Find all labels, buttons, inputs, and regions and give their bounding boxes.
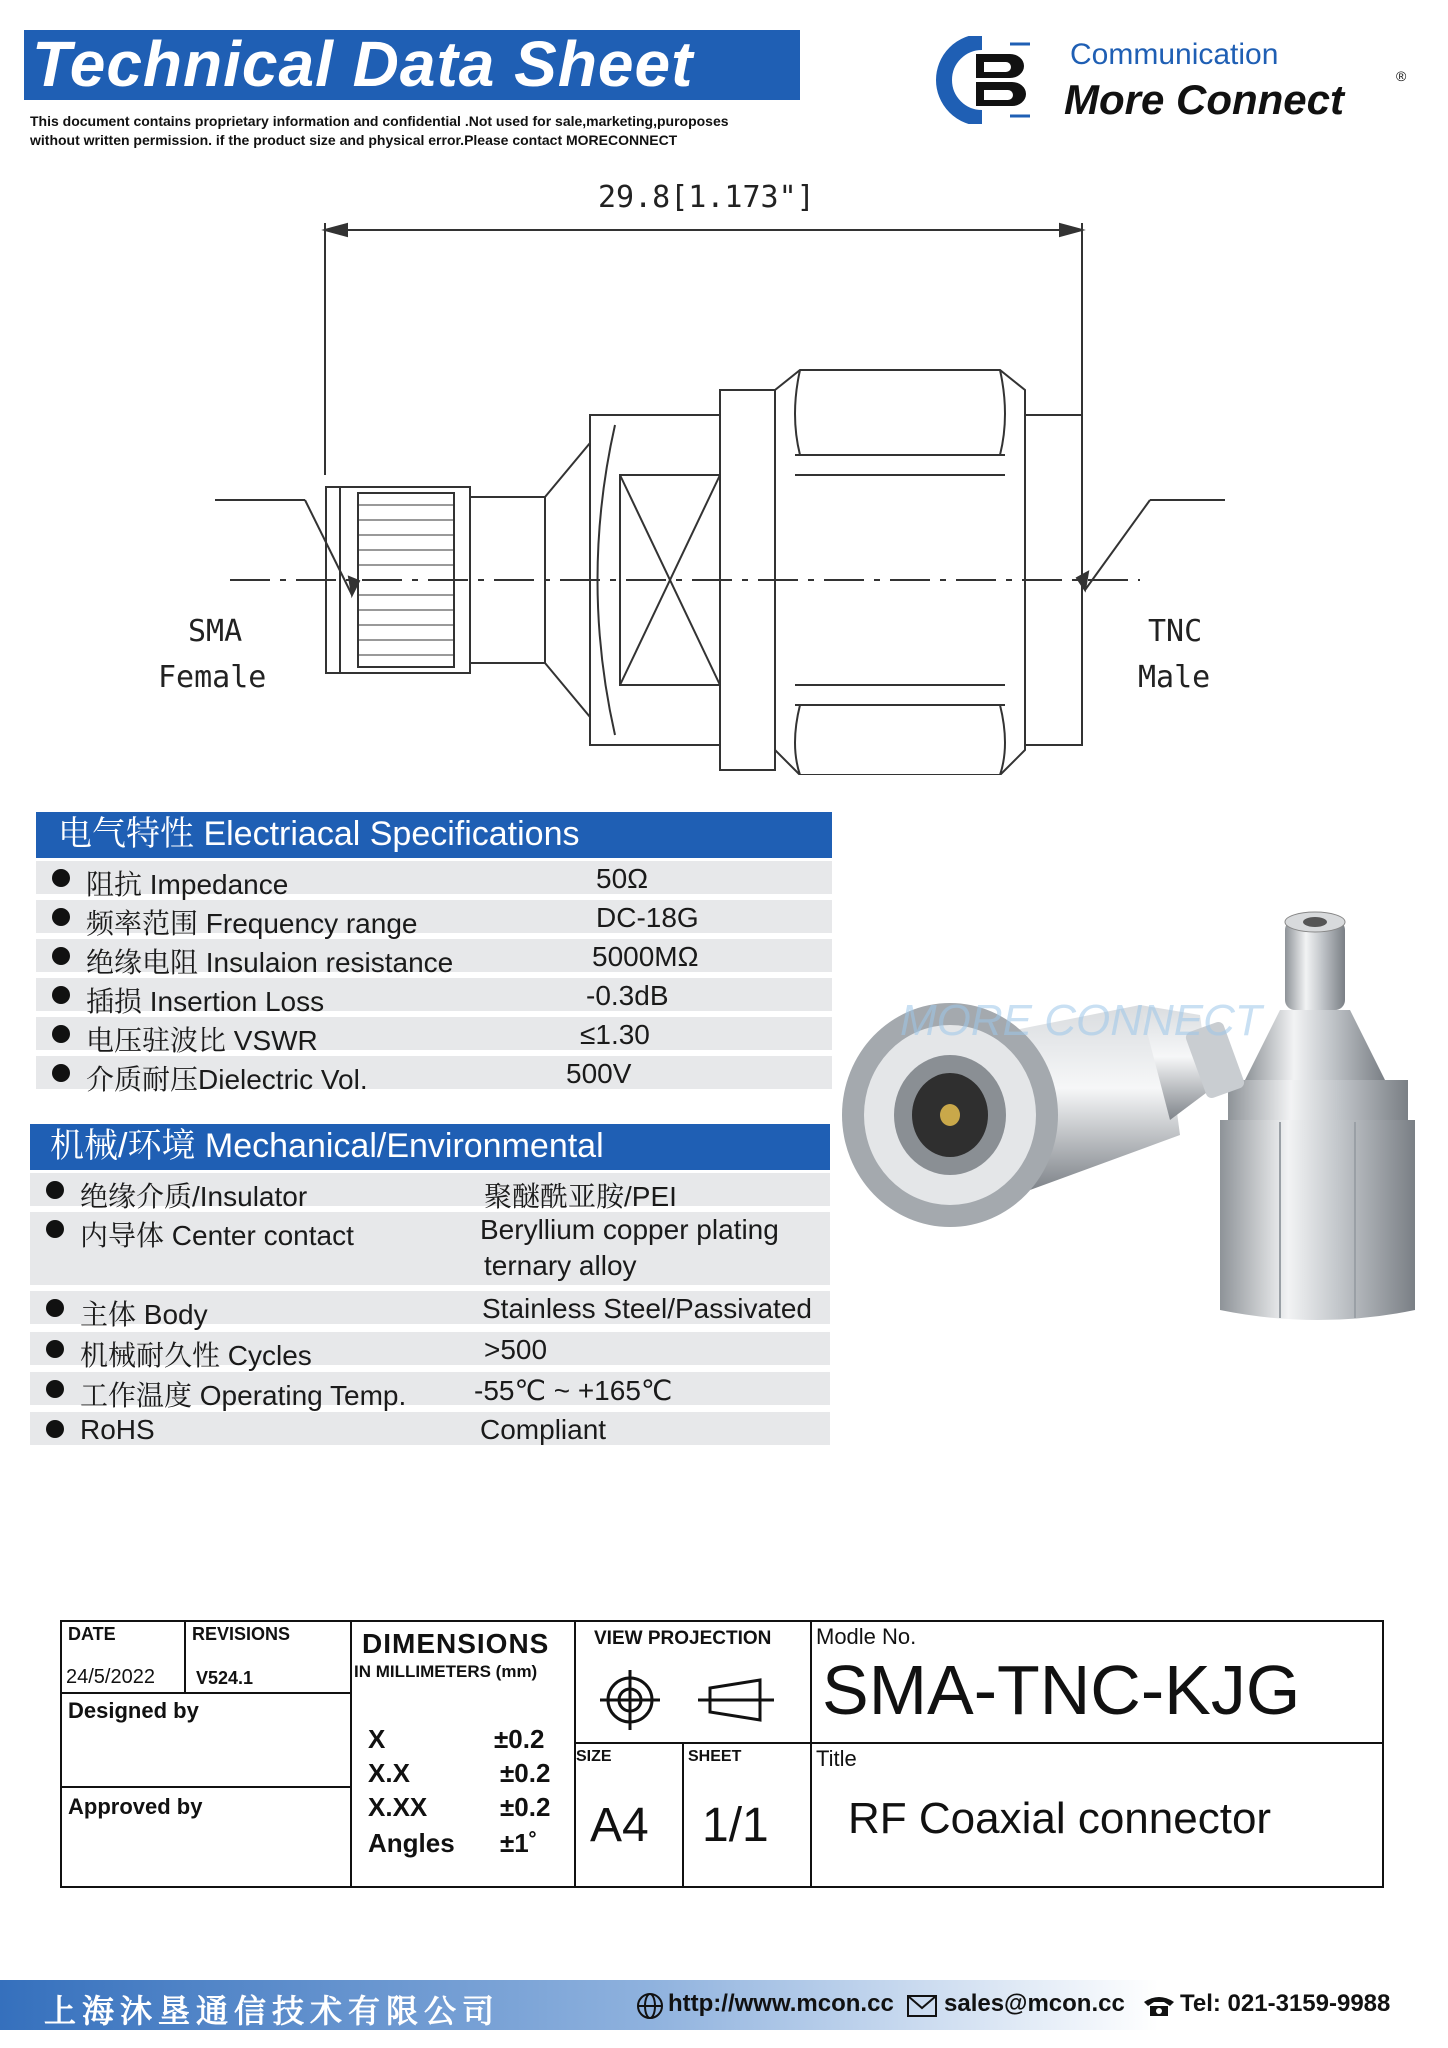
telephone-number: Tel: 021-3159-9988 [1180, 1990, 1391, 2017]
spec-value: ≤1.30 [580, 1019, 650, 1050]
bullet-icon [52, 1025, 70, 1043]
spec-value: Beryllium copper plating [480, 1214, 779, 1245]
spec-value: 5000MΩ [592, 941, 699, 972]
revisions-label: REVISIONS [192, 1624, 291, 1644]
spec-value: >500 [484, 1334, 548, 1365]
tnc-label: TNC [1148, 614, 1203, 649]
spec-label: 内导体 Center contact [80, 1220, 354, 1251]
bullet-icon [52, 986, 70, 1004]
spec-row-insertion-loss [36, 978, 832, 1017]
spec-value: 聚醚酰亚胺/PEI [484, 1181, 677, 1212]
model-number: SMA-TNC-KJG [822, 1651, 1301, 1729]
spec-label: 插损 Insertion Loss [86, 986, 325, 1017]
size-label: SIZE [576, 1748, 612, 1765]
tolerance-key: X.XX [368, 1792, 428, 1822]
spec-label: 频率范围 Frequency range [86, 908, 418, 939]
bullet-icon [52, 869, 70, 887]
upright-cone [1245, 1010, 1385, 1080]
date-label: DATE [68, 1624, 116, 1644]
telephone-icon [1142, 1992, 1176, 2018]
revisions-value: V524.1 [196, 1668, 254, 1688]
dimensions-title: DIMENSIONS [362, 1628, 550, 1659]
bullet-icon [52, 908, 70, 926]
title-block [60, 1620, 1384, 1888]
bullet-icon [52, 947, 70, 965]
designed-by-label: Designed by [68, 1698, 199, 1723]
spec-row-rohs [30, 1412, 830, 1448]
company-logo-icon [926, 36, 1038, 124]
bullet-icon [46, 1420, 64, 1438]
disclaimer-line-2: without written permission. if the product size and physical error.Please contact MORECONNECT [30, 132, 678, 148]
bullet-icon [52, 1064, 70, 1082]
disclaimer-line-1: This document contains proprietary information and confidential .Not used for sale,marketing,puroposes [30, 113, 729, 129]
globe-icon [636, 1992, 664, 2020]
spec-row-insulator [30, 1173, 830, 1212]
document-title: Technical Data Sheet [32, 28, 694, 100]
spec-label: 主体 Body [80, 1299, 208, 1330]
spec-label: 机械耐久性 Cycles [80, 1340, 312, 1371]
tolerance-value: ±0.2 [500, 1792, 551, 1822]
size-value: A4 [590, 1799, 649, 1852]
sheet-label: SHEET [688, 1748, 742, 1765]
spec-row-body [30, 1291, 830, 1330]
spec-label: 工作温度 Operating Temp. [80, 1380, 407, 1411]
tolerance-key: Angles [368, 1828, 455, 1858]
spec-value: 500V [566, 1058, 632, 1089]
tolerance-value: ±1˚ [500, 1828, 538, 1858]
spec-value: 50Ω [596, 863, 649, 894]
electrical-specs-heading: 电气特性 Electriacal Specifications [36, 812, 832, 858]
spec-row-vswr [36, 1017, 832, 1056]
watermark: MORE CONNECT [900, 996, 1262, 1045]
spec-value: -0.3dB [586, 980, 669, 1011]
registered-mark: ® [1396, 68, 1407, 84]
disclaimer [30, 112, 830, 150]
spec-row-dielectric [36, 1056, 832, 1095]
logo-more-connect: More Connect [1064, 76, 1345, 123]
approved-by-label: Approved by [68, 1794, 203, 1819]
upright-sma-thread [1285, 920, 1345, 1010]
bullet-icon [46, 1380, 64, 1398]
company-name: 上海沐垦通信技术有限公司 [44, 1992, 501, 2030]
product-photo [840, 890, 1420, 1330]
connector-drawing [140, 175, 1280, 775]
spec-value: -55℃ ~ +165℃ [474, 1375, 673, 1406]
sheet-value: 1/1 [702, 1799, 769, 1852]
spec-row-impedance [36, 861, 832, 900]
spec-label: 阻抗 Impedance [86, 869, 289, 900]
bullet-icon [46, 1299, 64, 1317]
projection-symbol-icon [598, 1666, 778, 1730]
tolerance-value: ±0.2 [494, 1724, 545, 1754]
spec-row-cycles [30, 1332, 830, 1371]
mechanical-specs-heading: 机械/环境 Mechanical/Environmental [30, 1124, 830, 1170]
model-number-label: Modle No. [816, 1624, 917, 1649]
date-value: 24/5/2022 [66, 1666, 155, 1688]
view-projection-label: VIEW PROJECTION [594, 1628, 772, 1649]
spec-label: RoHS [80, 1414, 155, 1445]
bullet-icon [46, 1181, 64, 1199]
mail-icon [906, 1994, 938, 2018]
spec-label: 绝缘电阻 Insulaion resistance [86, 947, 454, 978]
product-title: RF Coaxial connector [848, 1794, 1272, 1843]
spec-value: Compliant [480, 1414, 607, 1445]
male-label: Male [1138, 660, 1211, 695]
sma-label: SMA [188, 614, 243, 649]
spec-row-operating-temp [30, 1372, 830, 1411]
spec-label: 电压驻波比 VSWR [86, 1025, 318, 1056]
tnc-hex-nut [775, 370, 1025, 775]
center-pin [940, 1104, 960, 1126]
length-dimension: 29.8[1.173"] [598, 180, 815, 215]
logo-communication: Communication [1070, 38, 1279, 71]
dimensions-unit: IN MILLIMETERS (mm) [354, 1662, 538, 1681]
spec-value-continued: ternary alloy [484, 1250, 637, 1281]
title-label: Title [816, 1746, 857, 1771]
spec-label: 介质耐压Dielectric Vol. [86, 1064, 368, 1095]
spec-value: Stainless Steel/Passivated [482, 1293, 812, 1324]
spec-row-center-contact [30, 1212, 830, 1288]
upright-hex [1220, 1120, 1415, 1320]
tolerance-value: ±0.2 [500, 1758, 551, 1788]
spec-row-insulation [36, 939, 832, 978]
bullet-icon [46, 1340, 64, 1358]
spec-row-frequency [36, 900, 832, 939]
website-link[interactable]: http://www.mcon.cc [668, 1990, 894, 2017]
spec-label: 绝缘介质/Insulator [80, 1181, 308, 1212]
tolerance-key: X.X [368, 1758, 410, 1788]
female-label: Female [158, 660, 267, 695]
tolerance-key: X [368, 1724, 386, 1754]
email-link[interactable]: sales@mcon.cc [944, 1990, 1125, 2017]
bullet-icon [46, 1220, 64, 1238]
spec-value: DC-18G [596, 902, 699, 933]
